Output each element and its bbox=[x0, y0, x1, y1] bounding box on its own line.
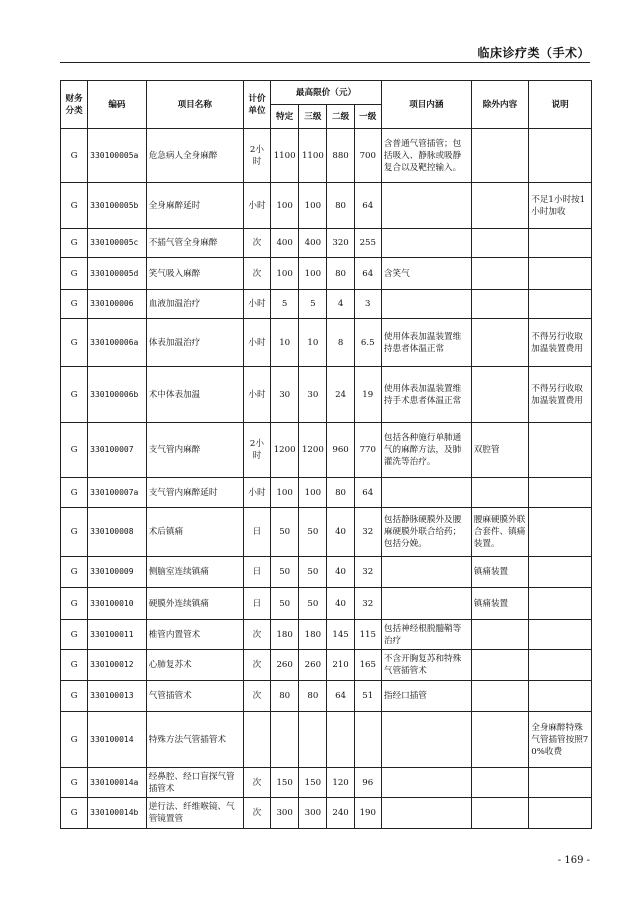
header-level3: 三级 bbox=[299, 105, 327, 129]
cell-notes bbox=[529, 588, 592, 620]
cell-level3-price: 180 bbox=[299, 620, 327, 650]
cell-special-price: 150 bbox=[271, 768, 299, 798]
cell-special-price: 5 bbox=[271, 290, 299, 319]
cell-excluded: 镇痛装置 bbox=[471, 588, 528, 620]
cell-category: G bbox=[61, 768, 88, 798]
cell-unit: 小时 bbox=[243, 290, 270, 319]
cell-level1-price: 700 bbox=[354, 129, 381, 183]
table-row bbox=[61, 423, 592, 478]
cell-unit: 日 bbox=[243, 508, 270, 557]
cell-code: 330100010 bbox=[88, 588, 147, 620]
cell-name: 硬膜外连续镇痛 bbox=[146, 588, 243, 620]
cell-category: G bbox=[61, 478, 88, 508]
cell-level1-price: 190 bbox=[354, 798, 381, 829]
cell-level1-price: 19 bbox=[354, 367, 381, 423]
cell-special-price: 10 bbox=[271, 319, 299, 367]
cell-level1-price: 64 bbox=[354, 183, 381, 229]
cell-unit: 日 bbox=[243, 588, 270, 620]
cell-excluded bbox=[471, 478, 528, 508]
cell-level2-price: 210 bbox=[327, 650, 354, 681]
cell-unit: 小时 bbox=[243, 183, 270, 229]
cell-notes: 不得另行收取加温装置费用 bbox=[529, 367, 592, 423]
header-category: 财务分类 bbox=[61, 81, 88, 129]
page-header-title: 临床诊疗类（手术） bbox=[477, 46, 590, 60]
table-row bbox=[61, 319, 592, 367]
cell-level3-price: 100 bbox=[299, 258, 327, 290]
cell-special-price bbox=[271, 712, 299, 768]
table-row bbox=[61, 557, 592, 588]
cell-level3-price: 300 bbox=[299, 798, 327, 829]
cell-unit: 次 bbox=[243, 650, 270, 681]
cell-content: 包括各种施行单肺通气的麻醉方法，及肺灌洗等治疗。 bbox=[381, 423, 471, 478]
cell-notes bbox=[529, 229, 592, 258]
cell-content: 使用体表加温装置维持手术患者体温正常 bbox=[381, 367, 471, 423]
cell-level3-price: 1200 bbox=[299, 423, 327, 478]
cell-level3-price: 150 bbox=[299, 768, 327, 798]
cell-level2-price: 4 bbox=[327, 290, 354, 319]
cell-level2-price: 120 bbox=[327, 768, 354, 798]
cell-level2-price: 40 bbox=[327, 508, 354, 557]
cell-unit: 小时 bbox=[243, 478, 270, 508]
cell-level1-price: 32 bbox=[354, 557, 381, 588]
cell-name: 体表加温治疗 bbox=[146, 319, 243, 367]
header-special: 特定 bbox=[271, 105, 299, 129]
cell-name: 支气管内麻醉 bbox=[146, 423, 243, 478]
cell-level2-price: 145 bbox=[327, 620, 354, 650]
cell-category: G bbox=[61, 557, 88, 588]
cell-unit: 次 bbox=[243, 620, 270, 650]
cell-content: 含普通气管插管；包括吸入、静脉或吸静复合以及靶控输入。 bbox=[381, 129, 471, 183]
cell-notes bbox=[529, 768, 592, 798]
cell-level3-price: 10 bbox=[299, 319, 327, 367]
cell-level3-price: 5 bbox=[299, 290, 327, 319]
cell-level1-price: 770 bbox=[354, 423, 381, 478]
cell-content bbox=[381, 557, 471, 588]
cell-notes: 不得另行收取加温装置费用 bbox=[529, 319, 592, 367]
cell-content: 含笑气 bbox=[381, 258, 471, 290]
header-notes: 说明 bbox=[529, 81, 592, 129]
table-row bbox=[61, 367, 592, 423]
header-max-price: 最高限价（元） bbox=[271, 81, 382, 105]
cell-name: 术后镇痛 bbox=[146, 508, 243, 557]
cell-level1-price: 96 bbox=[354, 768, 381, 798]
cell-excluded bbox=[471, 681, 528, 712]
table-row bbox=[61, 290, 592, 319]
cell-level3-price bbox=[299, 712, 327, 768]
cell-level1-price: 6.5 bbox=[354, 319, 381, 367]
cell-category: G bbox=[61, 129, 88, 183]
header-excluded: 除外内容 bbox=[471, 81, 528, 129]
cell-excluded bbox=[471, 319, 528, 367]
cell-code: 330100009 bbox=[88, 557, 147, 588]
cell-code: 330100005d bbox=[88, 258, 147, 290]
cell-excluded bbox=[471, 258, 528, 290]
cell-special-price: 50 bbox=[271, 588, 299, 620]
cell-excluded bbox=[471, 367, 528, 423]
table-row bbox=[61, 798, 592, 829]
cell-special-price: 180 bbox=[271, 620, 299, 650]
cell-level2-price: 80 bbox=[327, 478, 354, 508]
table-row bbox=[61, 508, 592, 557]
cell-excluded: 镇痛装置 bbox=[471, 557, 528, 588]
cell-notes bbox=[529, 620, 592, 650]
cell-category: G bbox=[61, 183, 88, 229]
cell-notes bbox=[529, 129, 592, 183]
cell-code: 330100005c bbox=[88, 229, 147, 258]
cell-notes bbox=[529, 478, 592, 508]
cell-level1-price: 115 bbox=[354, 620, 381, 650]
cell-level2-price: 40 bbox=[327, 588, 354, 620]
cell-code: 330100006b bbox=[88, 367, 147, 423]
cell-level1-price bbox=[354, 712, 381, 768]
cell-level1-price: 32 bbox=[354, 508, 381, 557]
cell-level2-price: 8 bbox=[327, 319, 354, 367]
table-row bbox=[61, 768, 592, 798]
cell-content: 不含开胸复苏和特殊气管插管术 bbox=[381, 650, 471, 681]
cell-excluded: 腰麻硬膜外联合套件、镇痛装置。 bbox=[471, 508, 528, 557]
cell-special-price: 100 bbox=[271, 478, 299, 508]
cell-level2-price: 320 bbox=[327, 229, 354, 258]
cell-name: 经鼻腔、经口盲探气管插管术 bbox=[146, 768, 243, 798]
table-row bbox=[61, 588, 592, 620]
cell-special-price: 300 bbox=[271, 798, 299, 829]
cell-content: 指经口插管 bbox=[381, 681, 471, 712]
cell-content bbox=[381, 183, 471, 229]
cell-name: 逆行法、纤维喉镜、气管镜置管 bbox=[146, 798, 243, 829]
cell-level1-price: 64 bbox=[354, 258, 381, 290]
cell-code: 330100005a bbox=[88, 129, 147, 183]
cell-level2-price: 960 bbox=[327, 423, 354, 478]
cell-category: G bbox=[61, 258, 88, 290]
table-row bbox=[61, 650, 592, 681]
cell-notes: 不足1小时按1小时加收 bbox=[529, 183, 592, 229]
cell-unit: 次 bbox=[243, 681, 270, 712]
cell-level3-price: 50 bbox=[299, 508, 327, 557]
cell-excluded bbox=[471, 712, 528, 768]
cell-unit: 2小时 bbox=[243, 129, 270, 183]
cell-name: 侧脑室连续镇痛 bbox=[146, 557, 243, 588]
cell-unit: 次 bbox=[243, 258, 270, 290]
cell-category: G bbox=[61, 712, 88, 768]
cell-excluded bbox=[471, 650, 528, 681]
pricing-table bbox=[60, 80, 592, 829]
cell-unit: 次 bbox=[243, 798, 270, 829]
cell-level2-price bbox=[327, 712, 354, 768]
cell-unit: 次 bbox=[243, 229, 270, 258]
cell-level1-price: 255 bbox=[354, 229, 381, 258]
cell-name: 心肺复苏术 bbox=[146, 650, 243, 681]
cell-level2-price: 240 bbox=[327, 798, 354, 829]
cell-category: G bbox=[61, 588, 88, 620]
cell-content bbox=[381, 712, 471, 768]
cell-code: 330100014a bbox=[88, 768, 147, 798]
cell-special-price: 100 bbox=[271, 258, 299, 290]
table-row bbox=[61, 620, 592, 650]
table-row bbox=[61, 229, 592, 258]
cell-category: G bbox=[61, 620, 88, 650]
table-row bbox=[61, 129, 592, 183]
cell-code: 330100008 bbox=[88, 508, 147, 557]
header-level1: 一级 bbox=[354, 105, 381, 129]
header-code: 编码 bbox=[88, 81, 147, 129]
cell-level3-price: 80 bbox=[299, 681, 327, 712]
table-body bbox=[61, 129, 592, 829]
cell-content: 使用体表加温装置维持患者体温正常 bbox=[381, 319, 471, 367]
cell-notes bbox=[529, 290, 592, 319]
cell-special-price: 260 bbox=[271, 650, 299, 681]
cell-level2-price: 80 bbox=[327, 183, 354, 229]
cell-name: 椎管内置管术 bbox=[146, 620, 243, 650]
cell-excluded bbox=[471, 129, 528, 183]
header-unit: 计价单位 bbox=[243, 81, 270, 129]
table-row bbox=[61, 712, 592, 768]
cell-notes bbox=[529, 681, 592, 712]
cell-level3-price: 260 bbox=[299, 650, 327, 681]
cell-special-price: 50 bbox=[271, 557, 299, 588]
cell-level3-price: 100 bbox=[299, 478, 327, 508]
cell-level3-price: 30 bbox=[299, 367, 327, 423]
cell-name: 支气管内麻醉延时 bbox=[146, 478, 243, 508]
cell-content bbox=[381, 478, 471, 508]
cell-special-price: 50 bbox=[271, 508, 299, 557]
cell-name: 血液加温治疗 bbox=[146, 290, 243, 319]
cell-code: 330100005b bbox=[88, 183, 147, 229]
cell-level1-price: 3 bbox=[354, 290, 381, 319]
cell-excluded bbox=[471, 768, 528, 798]
cell-notes bbox=[529, 650, 592, 681]
cell-name: 不插气管全身麻醉 bbox=[146, 229, 243, 258]
header-divider bbox=[60, 62, 590, 63]
cell-category: G bbox=[61, 229, 88, 258]
cell-special-price: 30 bbox=[271, 367, 299, 423]
cell-notes bbox=[529, 798, 592, 829]
cell-content bbox=[381, 588, 471, 620]
cell-code: 330100006a bbox=[88, 319, 147, 367]
cell-unit: 次 bbox=[243, 768, 270, 798]
cell-content: 包括静脉硬膜外及腰麻硬膜外联合给药；包括分娩。 bbox=[381, 508, 471, 557]
header-level2: 二级 bbox=[327, 105, 354, 129]
cell-level2-price: 24 bbox=[327, 367, 354, 423]
cell-level3-price: 100 bbox=[299, 183, 327, 229]
cell-level1-price: 51 bbox=[354, 681, 381, 712]
cell-name: 术中体表加温 bbox=[146, 367, 243, 423]
cell-notes bbox=[529, 423, 592, 478]
cell-level1-price: 32 bbox=[354, 588, 381, 620]
cell-code: 330100012 bbox=[88, 650, 147, 681]
cell-special-price: 1200 bbox=[271, 423, 299, 478]
cell-category: G bbox=[61, 290, 88, 319]
cell-name: 危急病人全身麻醉 bbox=[146, 129, 243, 183]
cell-excluded bbox=[471, 229, 528, 258]
cell-content bbox=[381, 768, 471, 798]
cell-content bbox=[381, 229, 471, 258]
cell-name: 特殊方法气管插管术 bbox=[146, 712, 243, 768]
header-name: 项目名称 bbox=[146, 81, 243, 129]
cell-notes bbox=[529, 557, 592, 588]
cell-notes bbox=[529, 508, 592, 557]
cell-name: 全身麻醉延时 bbox=[146, 183, 243, 229]
cell-excluded bbox=[471, 183, 528, 229]
cell-code: 330100013 bbox=[88, 681, 147, 712]
cell-excluded bbox=[471, 798, 528, 829]
cell-level3-price: 400 bbox=[299, 229, 327, 258]
cell-notes: 全身麻醉特殊气管插管按照70%收费 bbox=[529, 712, 592, 768]
table-row bbox=[61, 258, 592, 290]
cell-category: G bbox=[61, 650, 88, 681]
cell-code: 330100007 bbox=[88, 423, 147, 478]
cell-level1-price: 64 bbox=[354, 478, 381, 508]
cell-notes bbox=[529, 258, 592, 290]
cell-code: 330100014 bbox=[88, 712, 147, 768]
cell-category: G bbox=[61, 798, 88, 829]
cell-level3-price: 50 bbox=[299, 588, 327, 620]
cell-code: 330100014b bbox=[88, 798, 147, 829]
table-row bbox=[61, 478, 592, 508]
cell-code: 330100007a bbox=[88, 478, 147, 508]
cell-special-price: 1100 bbox=[271, 129, 299, 183]
cell-unit: 小时 bbox=[243, 319, 270, 367]
cell-unit: 日 bbox=[243, 557, 270, 588]
cell-content bbox=[381, 798, 471, 829]
cell-level1-price: 165 bbox=[354, 650, 381, 681]
cell-excluded: 双腔管 bbox=[471, 423, 528, 478]
cell-unit: 2小时 bbox=[243, 423, 270, 478]
cell-level3-price: 50 bbox=[299, 557, 327, 588]
table-row bbox=[61, 681, 592, 712]
cell-name: 气管插管术 bbox=[146, 681, 243, 712]
cell-level3-price: 1100 bbox=[299, 129, 327, 183]
cell-level2-price: 880 bbox=[327, 129, 354, 183]
header-content: 项目内涵 bbox=[381, 81, 471, 129]
cell-special-price: 100 bbox=[271, 183, 299, 229]
cell-content: 包括神经根脱髓鞘等治疗 bbox=[381, 620, 471, 650]
cell-level2-price: 40 bbox=[327, 557, 354, 588]
cell-special-price: 80 bbox=[271, 681, 299, 712]
cell-level2-price: 80 bbox=[327, 258, 354, 290]
cell-category: G bbox=[61, 319, 88, 367]
cell-code: 330100011 bbox=[88, 620, 147, 650]
cell-unit: 小时 bbox=[243, 367, 270, 423]
cell-unit bbox=[243, 712, 270, 768]
cell-excluded bbox=[471, 290, 528, 319]
cell-code: 330100006 bbox=[88, 290, 147, 319]
cell-category: G bbox=[61, 423, 88, 478]
cell-name: 笑气吸入麻醉 bbox=[146, 258, 243, 290]
cell-content bbox=[381, 290, 471, 319]
cell-level2-price: 64 bbox=[327, 681, 354, 712]
cell-special-price: 400 bbox=[271, 229, 299, 258]
page-number: - 169 - bbox=[557, 855, 590, 866]
cell-category: G bbox=[61, 508, 88, 557]
table-row bbox=[61, 183, 592, 229]
cell-excluded bbox=[471, 620, 528, 650]
cell-category: G bbox=[61, 367, 88, 423]
cell-category: G bbox=[61, 681, 88, 712]
